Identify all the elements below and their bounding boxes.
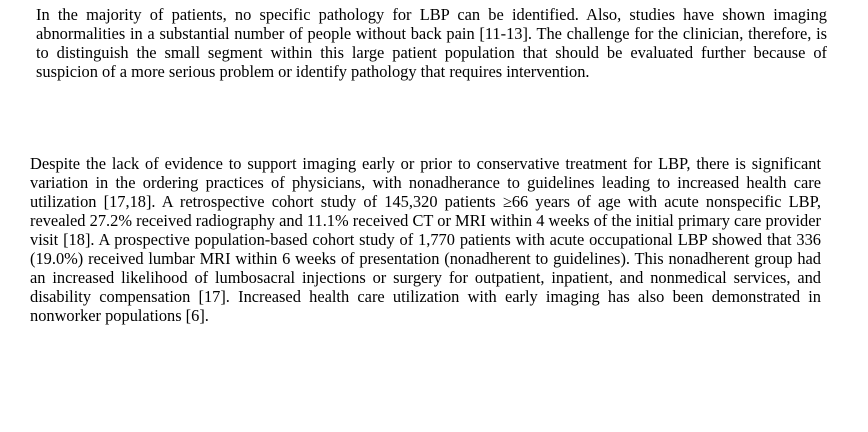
paragraph-imaging-utilization: Despite the lack of evidence to support imaging early or prior to conservative treatment for LBP, there is significant variation in the ordering practices of physicians, with nonadherance to guidelines leading to increased health care utilization [17,18]. A retrospective cohort study of 145,320 patients ≥66 years of age with acute nonspecific LBP, revealed 27.2% received radiography and 11.1% received CT or MRI within 4 weeks of the initial primary care provider visit [18]. A prospective population-based cohort study of 1,770 patients with acute occupational LBP showed that 336 (19.0%) received lumbar MRI within 6 weeks of presentation (nonadherent to guidelines). This nonadherent group had an increased likelihood of lumbosacral injections or surgery for outpatient, inpatient, and nonmedical services, and disability compensation [17]. Increased health care utilization with early imaging has also been demonstrated in nonworker populations [6].	[30, 154, 821, 325]
paragraph-lbp-pathology: In the majority of patients, no specific pathology for LBP can be identified. Also, studies have shown imaging abnormalities in a substantial number of people without back pain [11-13]. The challenge for the clinician, therefore, is to distinguish the small segment within this large patient population that should be evaluated further because of suspicion of a more serious problem or identify pathology that requires intervention.	[36, 5, 827, 81]
